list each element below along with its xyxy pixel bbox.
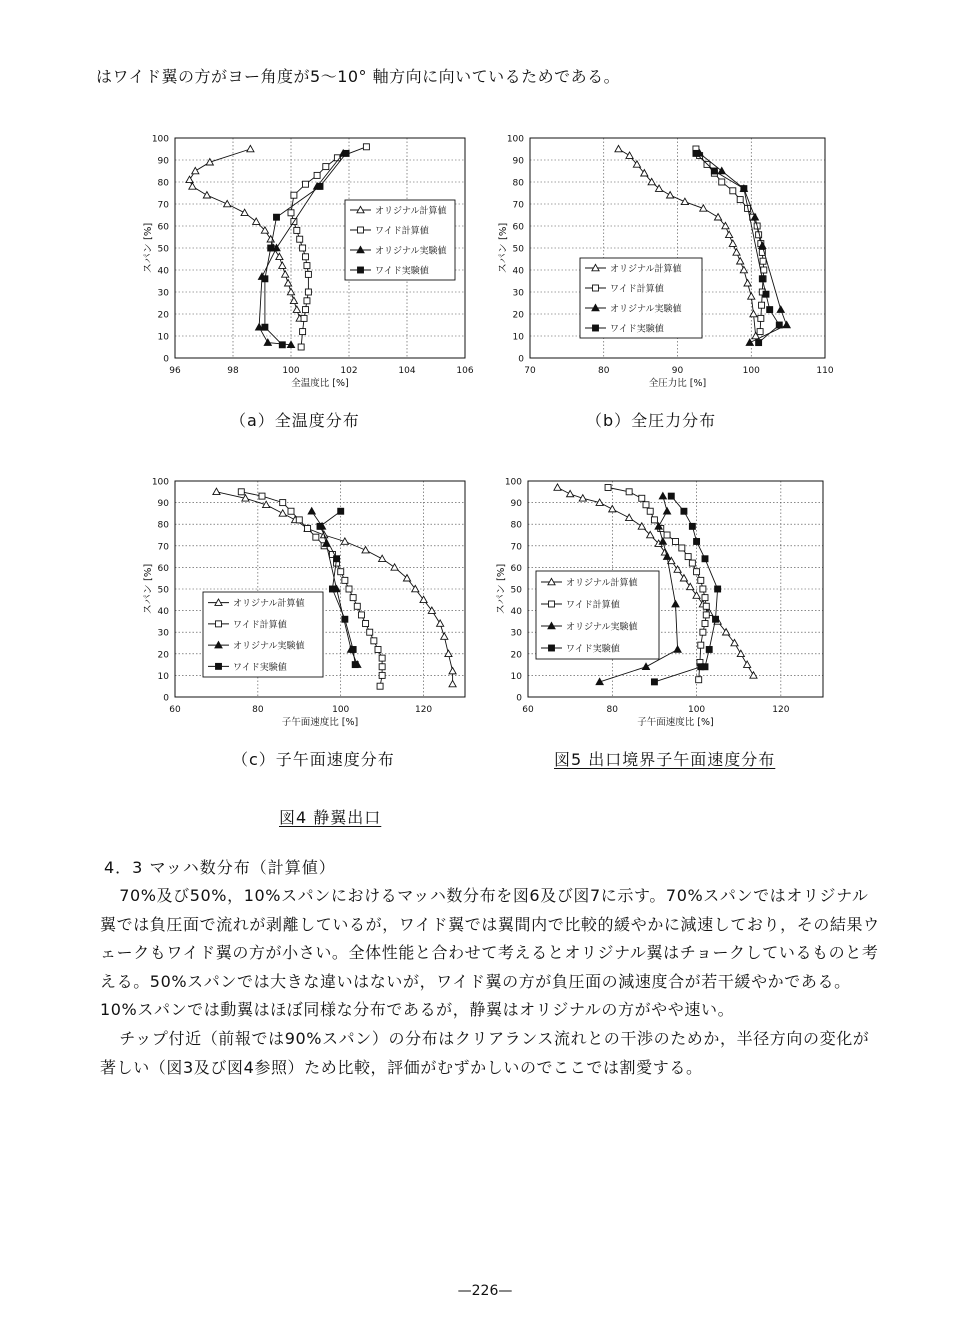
y-tick-label: 10 [510, 671, 522, 682]
data-point [659, 493, 666, 499]
data-point [280, 500, 286, 506]
data-point [338, 569, 344, 575]
y-tick-label: 30 [512, 288, 524, 299]
y-tick-label: 60 [510, 563, 522, 574]
chart-total-temperature [140, 130, 485, 395]
x-tick-label: 100 [742, 366, 760, 376]
data-point [757, 329, 763, 335]
x-tick-label: 70 [524, 366, 536, 376]
legend-label: オリジナル実験値 [375, 246, 447, 257]
data-point [293, 306, 300, 312]
y-tick-label: 40 [512, 266, 524, 277]
data-point [730, 188, 736, 194]
series-3 [696, 150, 790, 346]
page-number: —226— [457, 1283, 513, 1299]
data-point [441, 633, 448, 639]
chart-b-caption: （b）全圧力分布 [586, 411, 717, 430]
y-tick-label: 20 [510, 650, 522, 661]
data-point [294, 227, 300, 233]
data-point [379, 555, 386, 561]
data-point [371, 638, 377, 644]
data-point [626, 152, 633, 158]
y-tick-label: 70 [157, 542, 169, 553]
y-tick-label: 90 [157, 156, 169, 167]
legend-label: オリジナル実験値 [610, 304, 682, 315]
data-point [282, 271, 289, 277]
y-tick-label: 60 [157, 563, 169, 574]
data-point [253, 218, 260, 224]
data-point [605, 484, 611, 490]
data-point [698, 664, 704, 670]
data-point [323, 164, 329, 170]
data-point [714, 214, 721, 220]
data-point [750, 672, 757, 678]
data-point [343, 150, 349, 156]
chart-total-pressure [495, 130, 840, 395]
y-tick-label: 100 [504, 477, 522, 488]
data-point [279, 342, 285, 348]
data-point [750, 310, 757, 316]
data-point [288, 508, 294, 514]
data-point [213, 488, 220, 494]
data-point [262, 276, 268, 282]
data-point [639, 495, 645, 501]
y-tick-label: 50 [157, 585, 169, 596]
x-tick-label: 104 [398, 366, 416, 376]
legend-marker [358, 267, 364, 273]
data-point [342, 616, 348, 622]
legend-label: オリジナル実験値 [566, 622, 638, 633]
data-point [681, 508, 687, 514]
y-tick-label: 80 [157, 178, 169, 189]
data-point [702, 556, 708, 562]
data-point [379, 664, 385, 670]
legend-label: オリジナル実験値 [233, 641, 305, 652]
data-point [694, 538, 700, 544]
data-point [288, 210, 294, 216]
y-tick-label: 0 [163, 354, 169, 365]
y-tick-label: 100 [151, 477, 169, 488]
legend-marker [216, 663, 222, 669]
data-point [674, 646, 681, 652]
data-point [274, 214, 280, 220]
y-tick-label: 40 [510, 607, 522, 618]
data-point [761, 267, 767, 273]
data-point [304, 298, 310, 304]
legend-label: ワイド実験値 [233, 662, 287, 673]
data-point [238, 489, 244, 495]
data-point [783, 321, 790, 327]
legend-marker [593, 325, 599, 331]
y-tick-label: 90 [510, 499, 522, 510]
y-tick-label: 70 [510, 542, 522, 553]
data-point [702, 595, 708, 601]
data-point [715, 586, 721, 592]
data-point [759, 276, 765, 282]
data-point [334, 556, 340, 562]
legend-label: ワイド計算値 [566, 600, 620, 611]
data-point [679, 545, 685, 551]
y-tick-label: 70 [512, 200, 524, 211]
data-point [718, 167, 725, 173]
y-tick-label: 20 [157, 310, 169, 321]
data-point [685, 554, 691, 560]
data-point [329, 586, 335, 592]
x-tick-label: 80 [606, 705, 619, 715]
data-point [314, 172, 320, 178]
data-point [693, 150, 699, 156]
data-point [379, 655, 385, 661]
data-point [449, 680, 456, 686]
y-tick-label: 80 [157, 520, 169, 531]
data-point [740, 266, 747, 272]
y-tick-label: 0 [163, 693, 169, 704]
data-point [748, 293, 755, 299]
data-point [303, 307, 309, 313]
y-tick-label: 20 [157, 650, 169, 661]
data-point [777, 306, 784, 312]
data-point [290, 297, 297, 303]
data-point [759, 302, 765, 308]
y-tick-label: 100 [506, 134, 524, 145]
series-line [190, 149, 300, 318]
series-line [696, 149, 764, 332]
data-point [744, 661, 751, 667]
data-point [737, 197, 743, 203]
y-tick-label: 10 [157, 671, 169, 682]
section-heading: 4．3 マッハ数分布（計算値） [104, 858, 336, 877]
data-point [305, 289, 311, 295]
data-point [767, 307, 773, 313]
data-point [303, 254, 309, 260]
data-point [674, 566, 681, 572]
data-point [241, 209, 248, 215]
x-tick-label: 100 [332, 705, 350, 715]
data-point [317, 523, 323, 529]
data-point [362, 547, 369, 553]
legend [536, 571, 659, 659]
data-point [667, 192, 674, 198]
x-axis-label: 全圧力比 [%] [648, 378, 707, 389]
data-point [609, 505, 616, 511]
y-tick-label: 20 [512, 310, 524, 321]
y-tick-label: 0 [518, 354, 524, 365]
x-tick-label: 120 [414, 705, 433, 715]
x-tick-label: 110 [816, 366, 834, 376]
data-point [358, 612, 364, 618]
data-point [567, 490, 574, 496]
data-point [694, 569, 700, 575]
data-point [693, 592, 700, 598]
data-point [291, 192, 297, 198]
legend-label: オリジナル計算値 [233, 599, 305, 610]
data-point [763, 291, 769, 297]
data-point [776, 322, 782, 328]
data-point [706, 646, 712, 652]
legend [580, 258, 702, 338]
data-point [554, 484, 561, 490]
chart-meridional-velocity [140, 475, 485, 735]
data-point [301, 315, 307, 321]
data-point [354, 603, 360, 609]
y-tick-label: 70 [157, 200, 169, 211]
data-point [729, 240, 736, 246]
data-point [687, 583, 694, 589]
x-tick-label: 102 [340, 366, 358, 376]
y-axis-label: スパン [%] [498, 222, 509, 274]
data-point [668, 493, 674, 499]
data-point [379, 672, 385, 678]
legend [203, 592, 323, 677]
data-point [363, 144, 369, 150]
y-axis-label: スパン [%] [143, 222, 154, 274]
data-point [346, 586, 352, 592]
data-point [673, 538, 679, 544]
y-tick-label: 90 [157, 499, 169, 510]
data-point [703, 612, 709, 618]
y-axis-label: スパン [%] [496, 563, 507, 615]
data-point [651, 517, 657, 523]
data-point [756, 340, 762, 346]
data-point [698, 642, 704, 648]
data-point [760, 258, 766, 264]
y-tick-label: 60 [512, 222, 524, 233]
legend-marker [593, 285, 599, 291]
y-tick-label: 60 [157, 222, 169, 233]
y-tick-label: 50 [510, 585, 522, 596]
y-tick-label: 50 [512, 244, 524, 255]
data-point [626, 489, 632, 495]
data-point [300, 329, 306, 335]
y-tick-label: 80 [512, 178, 524, 189]
x-tick-label: 60 [169, 705, 181, 715]
data-point [303, 181, 309, 187]
series-2 [693, 146, 767, 335]
y-axis-label: スパン [%] [143, 563, 154, 615]
data-point [726, 231, 733, 237]
data-point [711, 168, 717, 174]
legend-marker [358, 227, 364, 233]
chart-a-caption: （a）全温度分布 [230, 411, 360, 430]
data-point [203, 192, 210, 198]
data-point [367, 629, 373, 635]
data-point [698, 577, 704, 583]
data-point [300, 245, 306, 251]
data-point [363, 621, 369, 627]
legend-label: オリジナル計算値 [610, 264, 682, 275]
data-point [664, 532, 670, 538]
data-point [276, 253, 283, 259]
data-point [268, 245, 274, 251]
x-tick-label: 100 [282, 366, 300, 376]
data-point [615, 145, 622, 151]
data-point [279, 262, 286, 268]
data-point [305, 526, 311, 532]
data-point [703, 603, 709, 609]
y-tick-label: 30 [157, 288, 169, 299]
data-point [744, 280, 751, 286]
data-point [342, 577, 348, 583]
data-point [192, 167, 199, 173]
x-tick-label: 106 [456, 366, 474, 376]
data-point [186, 176, 193, 182]
y-tick-label: 40 [157, 266, 169, 277]
data-point [224, 200, 231, 206]
y-tick-label: 100 [151, 134, 169, 145]
data-point [350, 646, 356, 652]
data-point [298, 344, 304, 350]
x-tick-label: 90 [671, 366, 684, 376]
data-point [296, 517, 302, 523]
data-point [262, 324, 268, 330]
paragraph-1: 70%及び50%，10%スパンにおけるマッハ数分布を図6及び図7に示す。70%スパンではオリジナル翼では負圧面で流れが剥離しているが，ワイド翼では翼間内で比較的緩やかに減速しており，その結果ウェークもワイド翼の方が小さい。全体性能と合わせて考えるとオリジナル翼はチョークしているものと考える。50%スパンでは大きな違いはないが，ワイド翼の方が負圧面の減速度合が若干緩やかである。10%スパンでは動翼はほぼ同様な分布であるが，静翼はオリジナルの方がやや速い。 [100, 886, 880, 1020]
data-point [297, 236, 303, 242]
data-point [746, 339, 753, 345]
data-point [651, 679, 657, 685]
data-point [259, 493, 265, 499]
intro-line: はワイド翼の方がヨー角度が5〜10° 軸方向に向いているためである。 [96, 67, 621, 86]
data-point [626, 514, 633, 520]
legend-label: ワイド計算値 [233, 620, 287, 631]
x-axis-label: 子午面速度比 [%] [281, 717, 359, 728]
paragraph-2: チップ付近（前報では90%スパン）の分布はクリアランス流れとの干渉のためか，半径方向の変化が著しい（図3及び図4参照）ため比較，評価がむずかしいのでここでは割愛する。 [100, 1029, 870, 1077]
x-tick-label: 80 [252, 705, 264, 715]
data-point [672, 601, 679, 607]
legend-marker [549, 601, 555, 607]
data-point [437, 620, 444, 626]
legend-marker [549, 645, 555, 651]
data-point [305, 271, 311, 277]
chart-c-caption: （c）子午面速度分布 [232, 750, 395, 769]
data-point [279, 510, 286, 516]
data-point [719, 179, 725, 185]
data-point [308, 508, 315, 514]
data-point [758, 315, 764, 321]
data-point [663, 508, 670, 514]
y-tick-label: 0 [516, 693, 522, 704]
legend-label: ワイド計算値 [610, 284, 664, 295]
x-tick-label: 80 [598, 366, 610, 376]
data-point [264, 339, 271, 345]
y-tick-label: 10 [157, 332, 169, 343]
data-point [741, 186, 747, 192]
x-tick-label: 60 [522, 705, 534, 715]
figure-5-caption: 図5 出口境界子午面速度分布 [554, 750, 776, 769]
data-point [647, 508, 653, 514]
x-tick-label: 96 [169, 366, 181, 376]
data-point [285, 280, 292, 286]
data-point [681, 198, 688, 204]
data-point [689, 523, 695, 529]
data-point [700, 629, 706, 635]
y-tick-label: 30 [510, 628, 522, 639]
figure-4-caption: 図4 静翼出口 [279, 808, 382, 827]
data-point [700, 205, 707, 211]
data-point [391, 564, 398, 570]
y-tick-label: 50 [157, 244, 169, 255]
x-tick-label: 98 [227, 366, 239, 376]
x-axis-label: 子午面速度比 [%] [637, 717, 714, 728]
legend-label: ワイド実験値 [375, 266, 429, 277]
data-point [700, 586, 706, 592]
data-point [287, 288, 294, 294]
data-point [304, 263, 310, 269]
data-point [659, 538, 666, 544]
data-point [737, 650, 744, 656]
legend [345, 200, 455, 280]
legend-label: ワイド実験値 [610, 324, 664, 335]
x-axis-label: 全温度比 [%] [291, 378, 349, 389]
data-point [689, 560, 695, 566]
data-point [445, 650, 452, 656]
data-point [643, 502, 649, 508]
y-tick-label: 10 [512, 332, 524, 343]
legend-label: オリジナル計算値 [566, 578, 638, 589]
data-point [737, 258, 744, 264]
data-point [713, 616, 719, 622]
data-point [317, 183, 323, 189]
data-point [313, 534, 319, 540]
data-point [377, 683, 383, 689]
y-tick-label: 80 [510, 520, 522, 531]
legend-label: ワイド実験値 [566, 644, 620, 655]
legend-label: オリジナル計算値 [375, 206, 447, 217]
data-point [733, 249, 740, 255]
y-tick-label: 40 [157, 607, 169, 618]
data-point [375, 646, 381, 652]
data-point [352, 662, 358, 668]
data-point [696, 677, 702, 683]
y-tick-label: 30 [157, 628, 169, 639]
data-point [702, 621, 708, 627]
data-point [247, 145, 254, 151]
legend-label: ワイド計算値 [375, 226, 429, 237]
chart-exit-boundary-velocity [493, 475, 838, 735]
x-tick-label: 100 [687, 705, 706, 715]
data-point [350, 595, 356, 601]
x-tick-label: 120 [772, 705, 790, 715]
data-point [338, 508, 344, 514]
data-point [642, 663, 649, 669]
legend-marker [216, 621, 222, 627]
data-point [189, 183, 196, 189]
data-point [449, 667, 456, 673]
data-point [638, 523, 645, 529]
y-tick-label: 90 [512, 156, 524, 167]
